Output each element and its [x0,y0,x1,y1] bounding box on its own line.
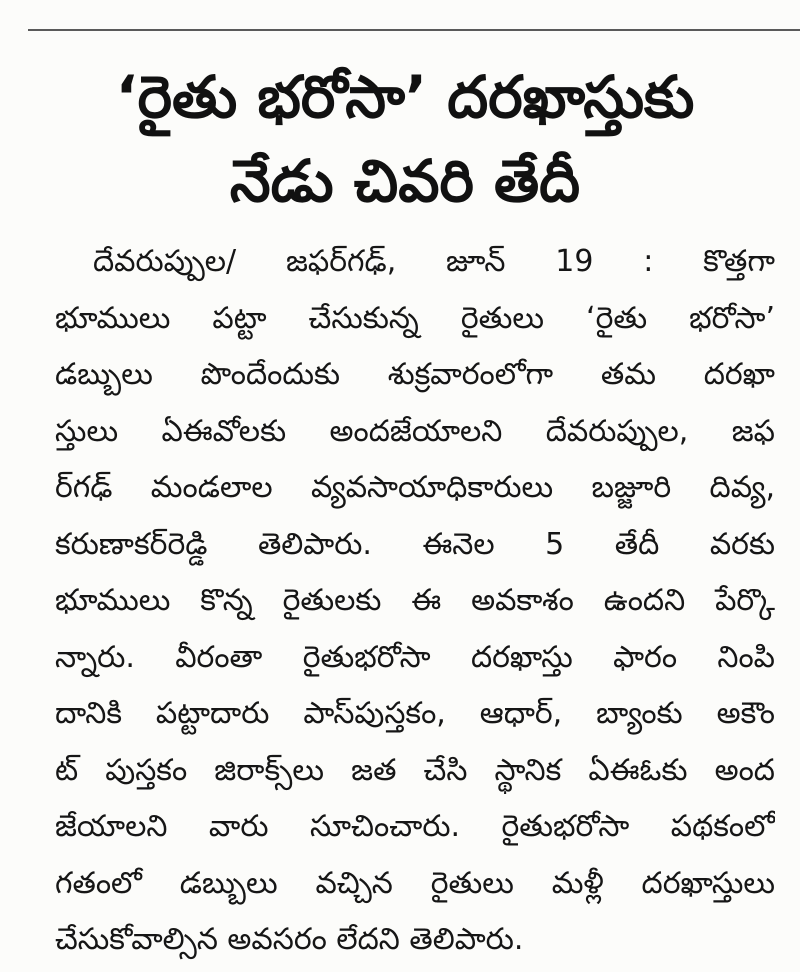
body-line: దానికి పట్టాదారు పాస్‌పుస్తకం, ఆధార్, బ్యాంకు అకౌం [55,696,775,731]
body-line: ర్‌గఢ్ మండలాల వ్యవసాయాధికారులు బజ్జూరి దివ్య, [55,470,775,505]
body-line: కరుణాకర్‌రెడ్డి తెలిపారు. ఈనెల 5 తేదీ వరకు [55,526,775,562]
body-line: గతంలో డబ్బులు వచ్చిన రైతులు మళ్లీ దరఖాస్తులు [55,865,775,901]
body-line: ట్ పుస్తకం జిరాక్స్‌లు జత చేసి స్థానిక ఏఈఓకు అంద [55,752,775,788]
body-line: జేయాలని వారు సూచించారు. రైతుభరోసా పథకంలో [55,809,775,844]
body-line: స్తులు ఏఈవోలకు అందజేయాలని దేవరుప్పుల, జఫ [55,413,775,449]
headline [20,55,790,223]
headline-line-1: ‘రైతు భరోసా’ దరఖాస్తుకు [115,63,695,131]
body-line: న్నారు. వీరంతా రైతుభరోసా దరఖాస్తు ఫారం నింపి [55,639,775,675]
body-line: భూములు కొన్న రైతులకు ఈ అవకాశం ఉందని పేర్కొ [55,583,775,618]
body-line: దేవరుప్పుల/ జఫర్‌గఢ్, జూన్ 19 : కొత్తగా [93,244,775,279]
headline-line-2: నేడు చివరి తేదీ [229,147,581,215]
top-divider [28,29,800,31]
article-body [55,234,775,969]
body-line: చేసుకోవాల్సిన అవసరం లేదని తెలిపారు. [55,922,524,957]
body-line: భూములు పట్టా చేసుకున్న రైతులు ‘రైతు భరోసా’ [55,300,775,336]
body-line: డబ్బులు పొందేందుకు శుక్రవారంలోగా తమ దరఖా [55,357,775,392]
